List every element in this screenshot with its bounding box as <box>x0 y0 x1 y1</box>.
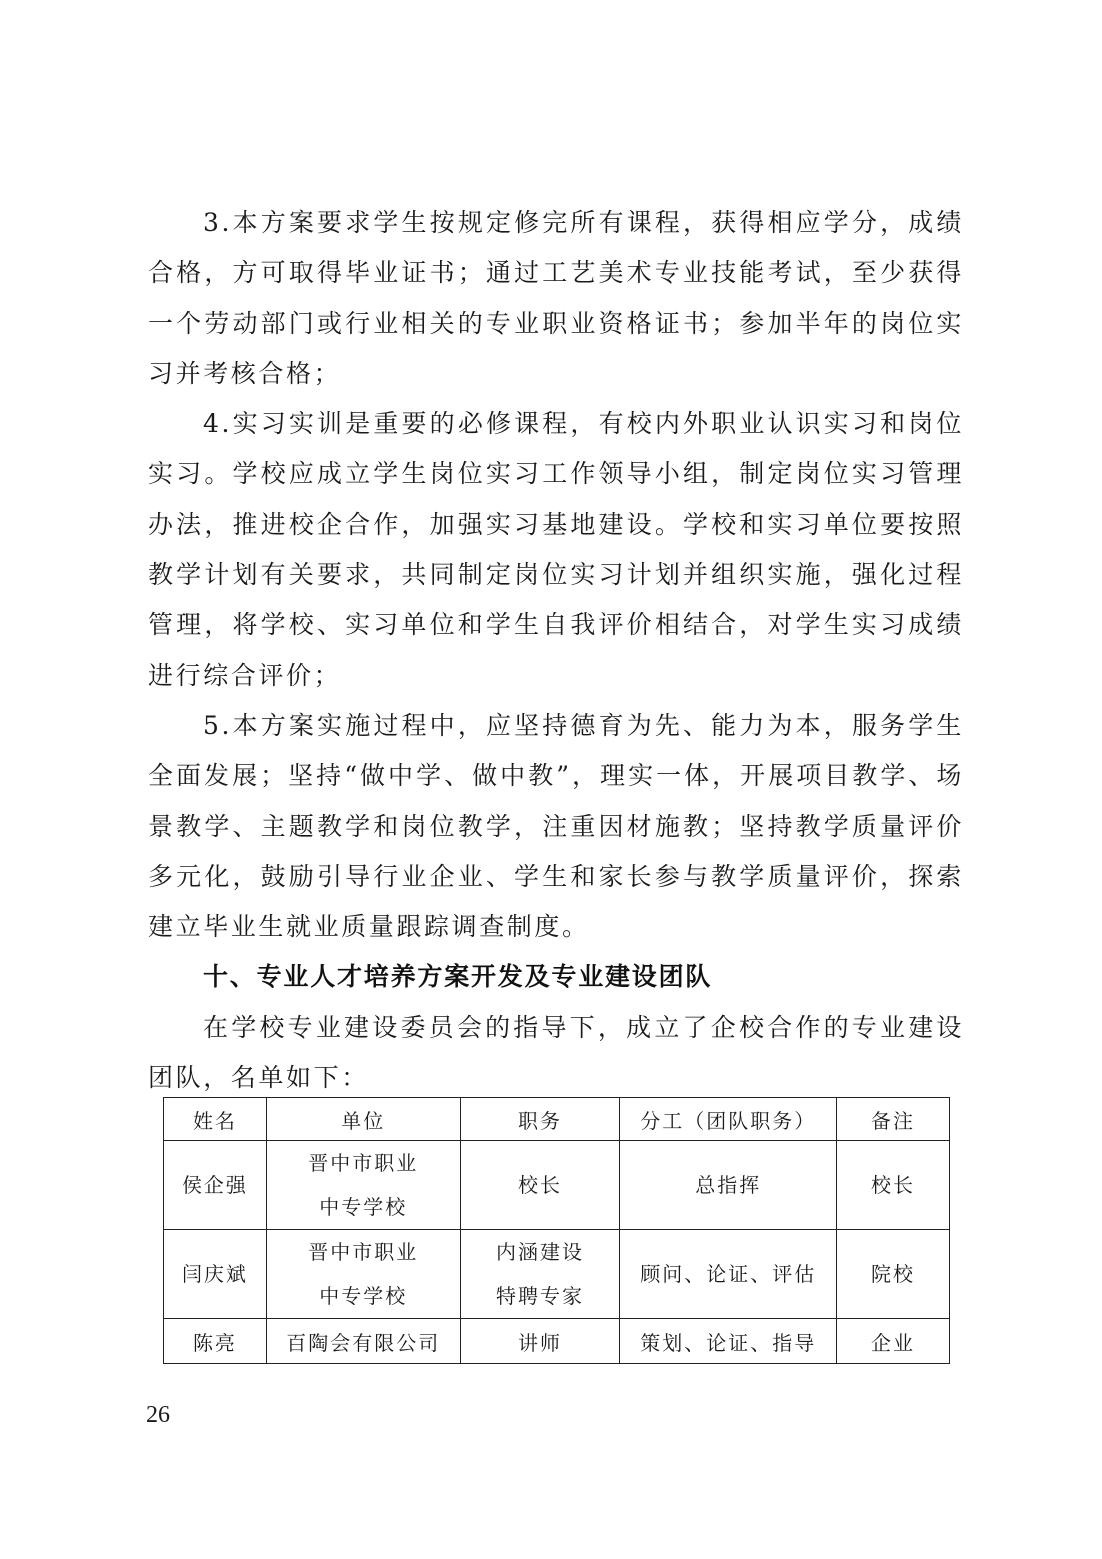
body-text <box>148 198 964 1103</box>
cell-name: 闫庆斌 <box>164 1230 267 1319</box>
cell-role: 总指挥 <box>620 1141 837 1230</box>
cell-role: 策划、论证、指导 <box>620 1319 837 1364</box>
cell-position: 讲师 <box>460 1319 620 1364</box>
section-heading: 十、专业人才培养方案开发及专业建设团队 <box>203 962 713 992</box>
header-unit: 单位 <box>266 1098 460 1141</box>
cell-name: 陈亮 <box>164 1319 267 1364</box>
cell-note: 校长 <box>837 1141 950 1230</box>
table-row <box>164 1141 950 1230</box>
paragraph-item-4: 4.实习实训是重要的必修课程，有校内外职业认识实习和岗位实习。学校应成立学生岗位实习工作领导小组，制定岗位实习管理办法，推进校企合作，加强实习基地建设。学校和实习单位要按照教学计划有关要求，共同制定岗位实习计划并组织实施，强化过程管理，将学校、实习单位和学生自我评价相结合，对学生实习成绩进行综合评价； <box>148 409 964 690</box>
section-intro: 在学校专业建设委员会的指导下，成立了企校合作的专业建设团队，名单如下： <box>148 1012 964 1093</box>
cell-unit-line: 中专学校 <box>319 1195 408 1219</box>
header-note: 备注 <box>837 1098 950 1141</box>
paragraph-item-3: 3.本方案要求学生按规定修完所有课程，获得相应学分，成绩合格，方可取得毕业证书；通过工艺美术专业技能考试，至少获得一个劳动部门或行业相关的专业职业资格证书；参加半年的岗位实习并考核合格； <box>148 208 964 388</box>
cell-note: 企业 <box>837 1319 950 1364</box>
cell-unit-line: 中专学校 <box>319 1284 408 1308</box>
cell-unit-line: 晋中市职业 <box>308 1240 419 1264</box>
cell-role: 顾问、论证、评估 <box>620 1230 837 1319</box>
cell-unit-line: 晋中市职业 <box>308 1151 419 1175</box>
cell-unit <box>266 1230 460 1319</box>
paragraph-item-5: 5.本方案实施过程中，应坚持德育为先、能力为本，服务学生全面发展；坚持“做中学、做中教”，理实一体，开展项目教学、场景教学、主题教学和岗位教学，注重因材施教；坚持教学质量评价多元化，鼓励引导行业企业、学生和家长参与教学质量评价，探索建立毕业生就业质量跟踪调查制度。 <box>148 710 964 942</box>
cell-position-line: 特聘专家 <box>495 1284 584 1308</box>
header-name: 姓名 <box>164 1098 267 1141</box>
cell-note: 院校 <box>837 1230 950 1319</box>
team-table <box>163 1097 950 1364</box>
cell-position: 校长 <box>460 1141 620 1230</box>
table-header-row <box>164 1098 950 1141</box>
cell-position <box>460 1230 620 1319</box>
page-number: 26 <box>146 1402 170 1428</box>
cell-name: 侯企强 <box>164 1141 267 1230</box>
header-role: 分工（团队职务） <box>620 1098 837 1141</box>
table-row <box>164 1230 950 1319</box>
header-position: 职务 <box>460 1098 620 1141</box>
cell-unit <box>266 1141 460 1230</box>
table-row <box>164 1319 950 1364</box>
cell-position-line: 内涵建设 <box>495 1240 584 1264</box>
cell-unit: 百陶会有限公司 <box>266 1319 460 1364</box>
